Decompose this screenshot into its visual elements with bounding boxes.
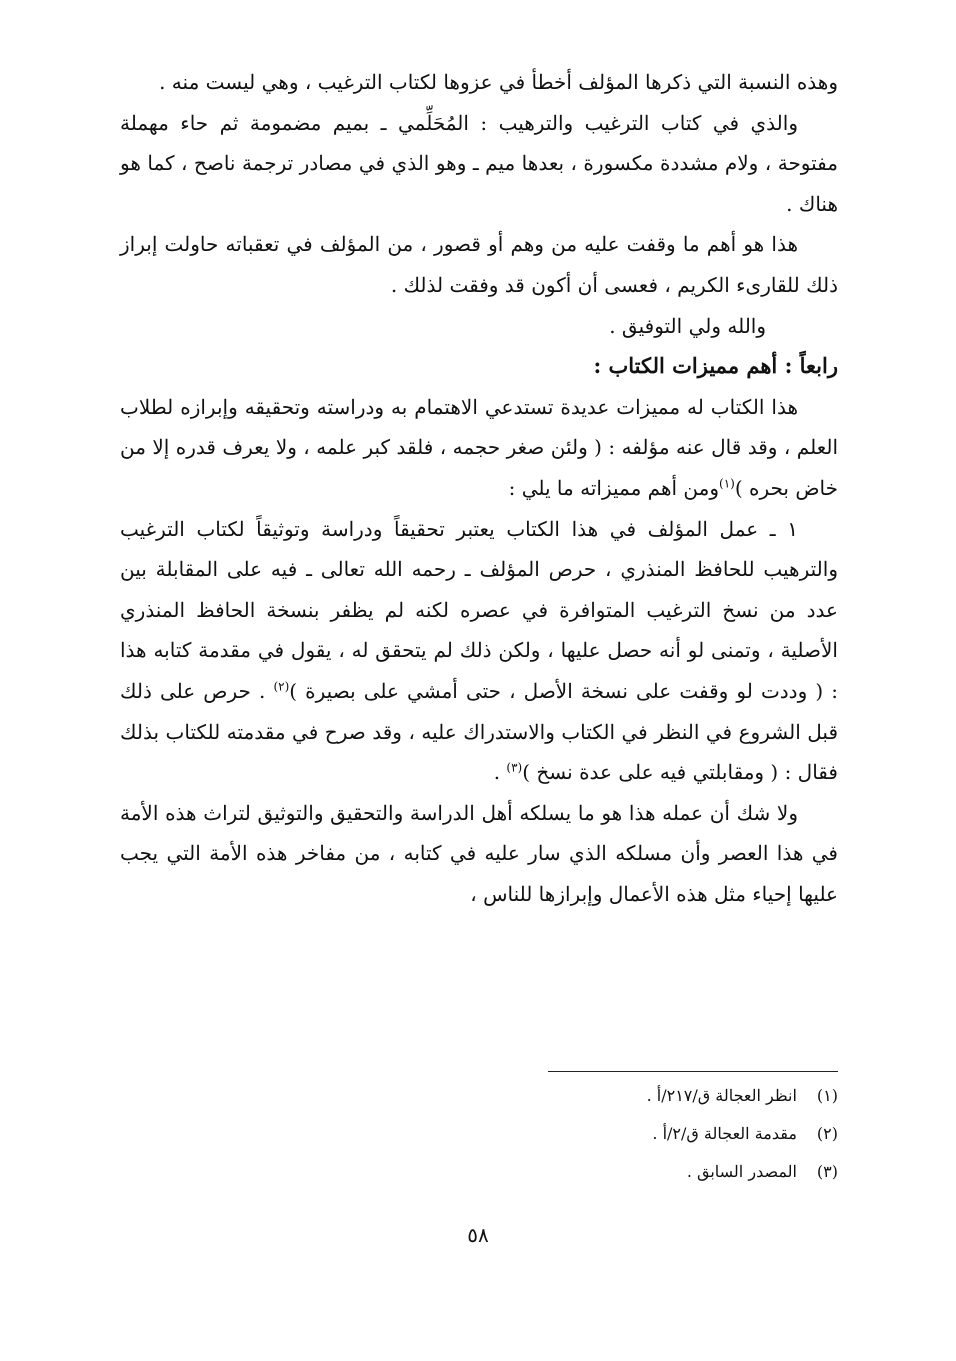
paragraph-5 — [120, 387, 838, 509]
footnote-ref-3: (٣) — [506, 760, 523, 775]
page-number: ٥٨ — [467, 1223, 489, 1247]
footnote-3 — [400, 1153, 838, 1191]
paragraph-7: ولا شك أن عمله هذا هو ما يسلكه أهل الدراسة والتحقيق والتوثيق لتراث هذه الأمة في هذا العصر وأن مسلكه الذي سار عليه في كتابه ، من مفاخر هذه الأمة التي يجب عليها إحياء مثل هذه الأعمال وإبرازها للناس ، — [120, 800, 838, 906]
footnote-number: (٣) — [816, 1162, 838, 1181]
closing-line: والله ولي التوفيق . — [609, 313, 766, 338]
paragraph-5-part-b: ومن أهم مميزاته ما يلي : — [508, 475, 720, 500]
section-heading-number: رابعاً — [799, 353, 838, 379]
paragraph-5-part-a: هذا الكتاب له مميزات عديدة تستدعي الاهتمام به ودراسته وتحقيقه وإبرازه لطلاب العلم ، وقد قال عنه مؤلفه : ( ولئن صغر حجمه ، فلقد كبر علمه ، ولا يعرف قدره إلا من خاض بحره ) — [120, 394, 838, 500]
paragraph-6-part-a: ١ ـ عمل المؤلف في هذا الكتاب يعتبر تحقيقاً ودراسة وتوثيقاً لكتاب الترغيب والترهيب للحافظ المنذري ، حرص المؤلف ـ رحمه الله تعالى ـ فيه على المقابلة بين عدد من نسخ الترغيب المتوافرة في عصره لكنه لم يظفر بنسخة الحافظ المنذري الأصلية ، وتمنى لو أنه حصل عليها ، ولكن ذلك لم يتحقق له ، يقول في مقدمة كتابه هذا : ( وددت لو وقفت على نسخة الأصل ، حتى أمشي على بصيرة ) — [120, 516, 838, 703]
footnote-number: (٢) — [816, 1124, 838, 1143]
paragraph-1: وهذه النسبة التي ذكرها المؤلف أخطأ في عزوها لكتاب الترغيب ، وهي ليست منه . — [159, 70, 838, 94]
paragraph-6 — [120, 509, 838, 793]
paragraph-6-part-b: . حرص على ذلك قبل الشروع في النظر في الكتاب والاستدراك عليه ، وقد صرح في مقدمته للكتاب بذلك فقال : ( ومقابلتي فيه على عدة نسخ ) — [120, 678, 838, 785]
section-heading — [120, 346, 838, 387]
section-heading-title: : أهم مميزات الكتاب : — [593, 353, 793, 379]
footnotes — [400, 1077, 838, 1191]
footnote-text: المصدر السابق . — [686, 1162, 797, 1181]
footnote-ref-2: (٢) — [273, 679, 290, 694]
main-text — [120, 62, 838, 914]
paragraph-3: هذا هو أهم ما وقفت عليه من وهم أو قصور ، من المؤلف في تعقباته حاولت إبراز ذلك للقارىء الكريم ، فعسى أن أكون قد وفقت لذلك . — [120, 232, 838, 297]
footnote-1 — [400, 1077, 838, 1115]
paragraph-6-part-c: . — [493, 760, 507, 785]
paragraph-2: والذي في كتاب الترغيب والترهيب : المُحَلِّمي ـ بميم مضمومة ثم حاء مهملة مفتوحة ، ولام مشددة مكسورة ، بعدها ميم ـ وهو الذي في مصادر ترجمة ناصح ، كما هو هناك . — [120, 110, 838, 216]
footnote-text: انظر العجالة ق/٢١٧/أ . — [646, 1086, 797, 1105]
footnote-divider — [548, 1071, 838, 1072]
footnote-2 — [400, 1115, 838, 1153]
footnote-ref-1: (١) — [719, 476, 735, 491]
footnote-text: مقدمة العجالة ق/٢/أ . — [652, 1124, 797, 1143]
footnote-number: (١) — [816, 1086, 838, 1105]
